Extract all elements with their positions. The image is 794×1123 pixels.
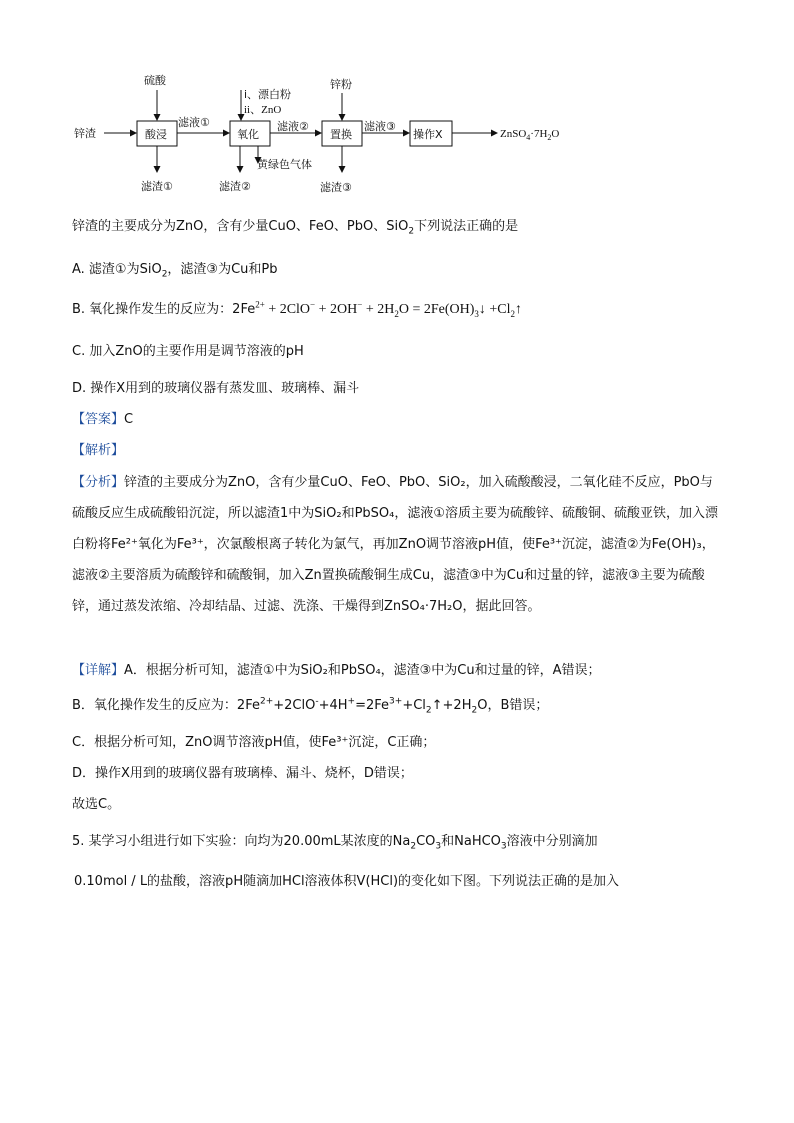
detail-label: 【详解】 [72,663,125,678]
flow-reagent-zinc-powder: 锌粉 [330,78,352,91]
flow-reagent-sulfuric-acid: 硫酸 [144,74,166,87]
flow-residue1-label: 滤渣① [141,180,173,193]
flow-product-label: $ZnSO_4\cdot 7H_2O$ [500,128,560,142]
detail-c: C．根据分析可知，ZnO调节溶液pH值，使Fe³⁺沉淀，C正确； [72,735,436,750]
answer-line [72,411,133,429]
option-a: A. 滤渣①为SiO$_2$，滤渣③为Cu和Pb [72,262,278,280]
flow-residue3-label: 滤渣③ [320,181,352,194]
question5-line1: 5. 某学习小组进行如下实验：向均为20.00mL某浓度的$Na_2CO_3$和NaHCO$_3$溶液中分别滴加 [72,834,598,852]
flow-box-oxidation-label: 氧化 [237,128,259,141]
question-stem: 锌渣的主要成分为ZnO，含有少量CuO、FeO、PbO、SiO$_2$下列说法正确的是 [72,219,519,237]
flow-box-replacement-label: 置换 [330,128,352,141]
option-d: D. 操作X用到的玻璃仪器有蒸发皿、玻璃棒、漏斗 [72,381,360,396]
flow-reagent2a-label: i、漂白粉 [244,88,292,101]
flow-gas-label: 黄绿色气体 [257,158,312,171]
flow-box-acid-leach-label: 酸浸 [145,128,167,141]
flow-filtrate2-label: 滤液② [277,120,309,133]
flow-start-label: 锌渣 [74,127,96,140]
detail-d: D．操作X用到的玻璃仪器有玻璃棒、漏斗、烧杯，D错误； [72,766,413,781]
flow-residue2-label: 滤渣② [219,180,251,193]
flow-box-operation-x-label: 操作X [413,128,443,141]
analysis-label: 【分析】 [72,475,125,490]
flow-filtrate1-label: 滤液① [178,116,210,129]
analysis-heading: 【解析】 [72,443,125,458]
flow-reagent2b-label: ii、ZnO [244,104,282,116]
question5-line2: 0.10mol / L的盐酸，溶液pH随滴加HCl溶液体积V(HCl)的变化如下图。下列说法正确的是加入 [74,874,620,889]
detail-a: 【详解】A．根据分析可知，滤渣①中为SiO₂和PbSO₄，滤渣③中为Cu和过量的锌，A错误； [72,663,601,678]
option-c: C. 加入ZnO的主要作用是调节溶液的pH [72,344,304,359]
answer-label: 【答案】 [72,412,125,427]
flow-filtrate3-label: 滤液③ [364,120,396,133]
option-b: B. 氧化操作发生的反应为：$2Fe^{2+} + 2ClO^- + 2OH^- + 2H_2O$ = $2Fe(OH)_3↓$ $+Cl_2↑$ [72,299,523,319]
process-flowchart [0,0,794,200]
detail-conclusion: 故选C。 [72,797,121,812]
analysis-paragraph: 【分析】锌渣的主要成分为ZnO，含有少量CuO、FeO、PbO、SiO₂，加入硫酸酸浸，二氧化硅不反应，PbO与硫酸反应生成硫酸铅沉淀，所以滤渣1中为SiO₂和PbSO₄，滤液①溶质主要为硫酸锌、硫酸铜、硫酸亚铁，加入漂白粉将Fe²⁺氧化为Fe³⁺，次氯酸根离子转化为氯气，再加ZnO调节溶液pH值，使Fe³⁺沉淀，滤渣②为Fe(OH)₃，滤液②主要溶质为硫酸锌和硫酸铜，加入Zn置换硫酸铜生成Cu，滤渣③中为Cu和过量的锌，滤液③主要为硫酸锌，通过蒸发浓缩、冷却结晶、过滤、洗涤、干燥得到ZnSO₄·7H₂O，据此回答。 [72,475,719,614]
detail-b: B．氧化操作发生的反应为：$2Fe^{2+}+2ClO^-+4H^+=2Fe^{3+}+Cl_2↑+2H_2O$，B错误； [72,696,549,716]
answer-value: C [124,412,134,427]
